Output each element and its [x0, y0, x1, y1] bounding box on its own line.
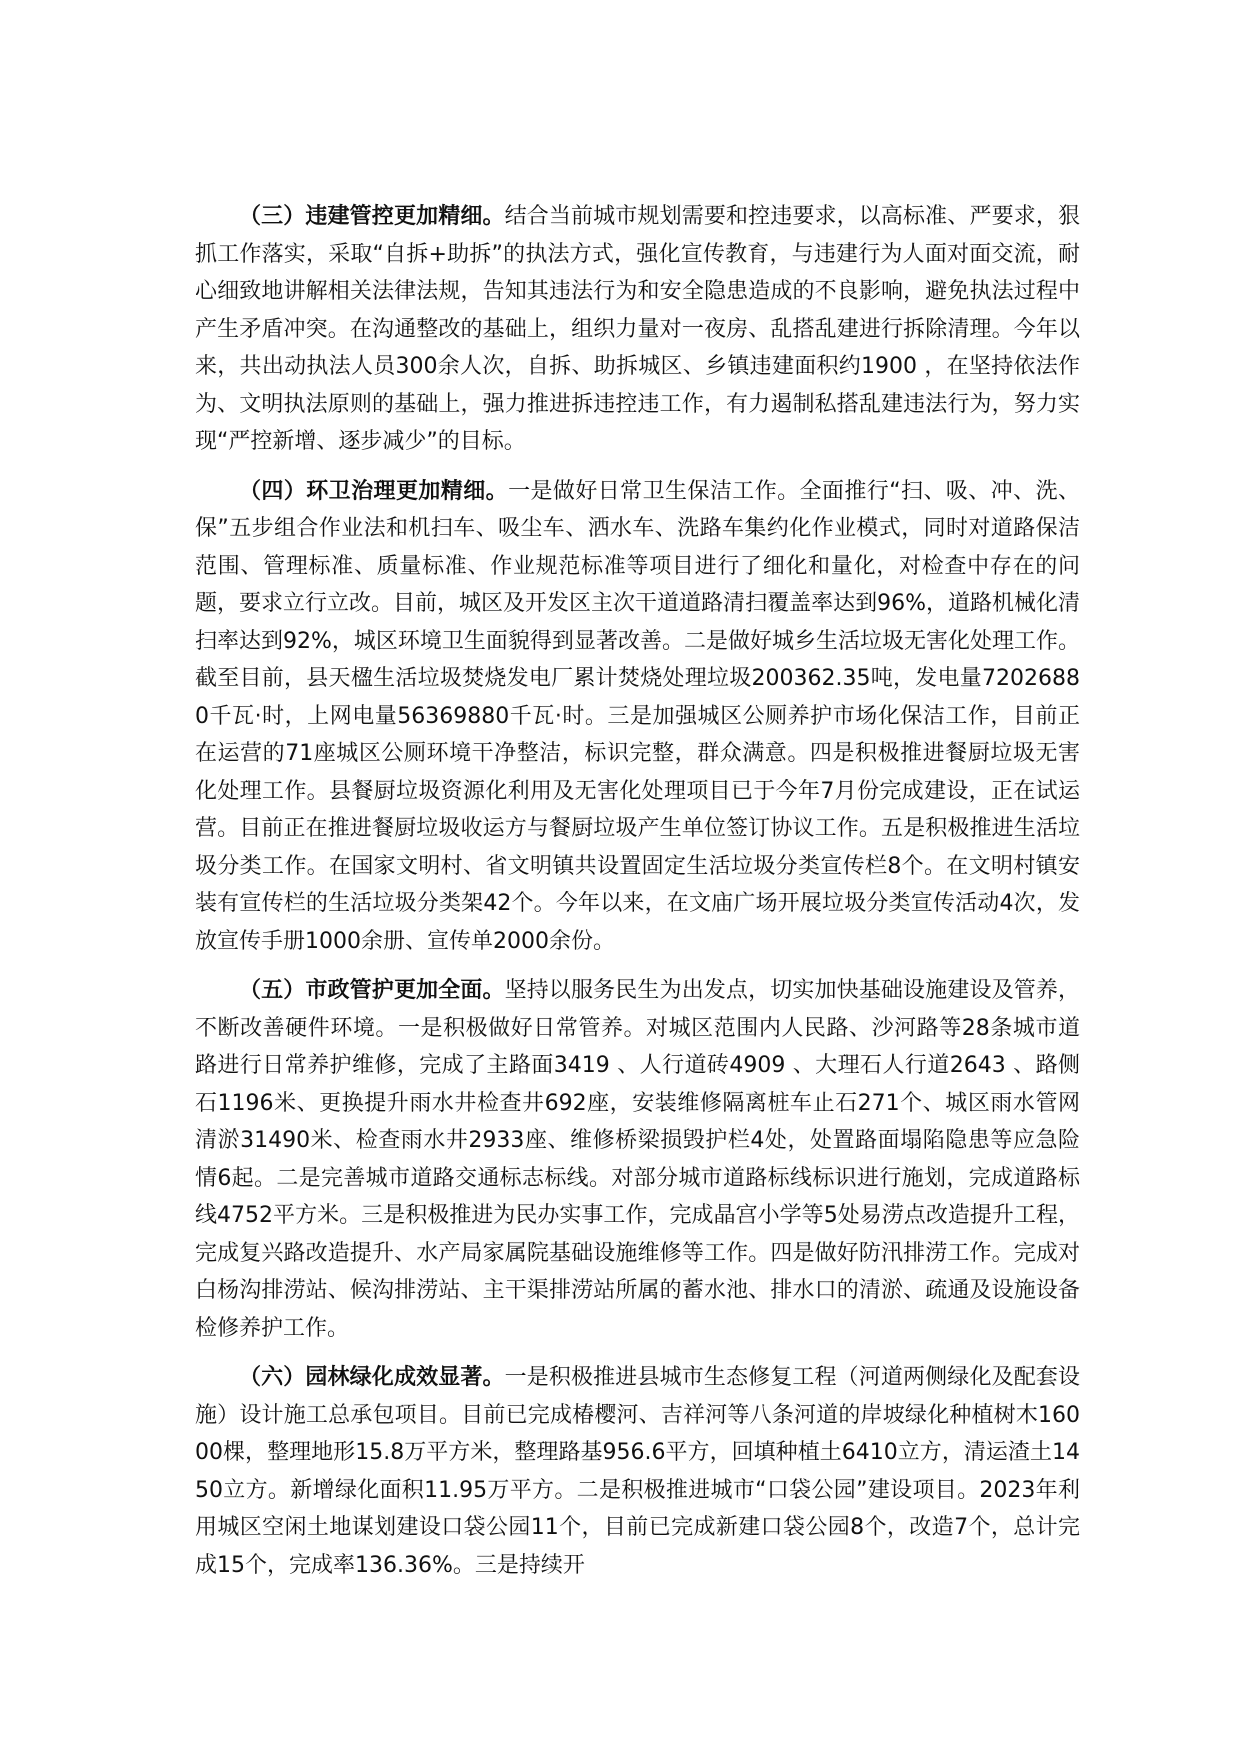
paragraph-municipal-maintenance — [195, 972, 1080, 1347]
section-heading: （四）环卫治理更加精细。 — [239, 478, 509, 504]
paragraph-landscaping-greening — [195, 1359, 1080, 1584]
paragraph-text: 坚持以服务民生为出发点，切实加快基础设施建设及管养，不断改善硬件环境。一是积极做好日常管养。对城区范围内人民路、沙河路等28条城市道路进行日常养护维修，完成了主路面3419 、人行道砖4909 、大理石人行道2643 、路侧石1196米、更换提升雨水井检查井692座，安装维修隔离桩车止石271个、城区雨水管网清淤31490米、检查雨水井2933座、维修桥梁损毁护栏4处，处置路面塌陷隐患等应急险情6起。二是完善城市道路交通标志标线。对部分城市道路标线标识进行施划，完成道路标线4752平方米。三是积极推进为民办实事工作，完成晶宫小学等5处易涝点改造提升工程，完成复兴路改造提升、水产局家属院基础设施维修等工作。四是做好防汛排涝工作。完成对白杨沟排涝站、候沟排涝站、主干渠排涝站所属的蓄水池、排水口的清淤、疏通及设施设备检修养护工作。 — [195, 978, 1080, 1341]
document-body — [195, 198, 1080, 1596]
paragraph-text: 一是积极推进县城市生态修复工程（河道两侧绿化及配套设施）设计施工总承包项目。目前已完成椿樱河、吉祥河等八条河道的岸坡绿化种植树木16000棵，整理地形15.8万平方米，整理路基956.6平方，回填种植土6410立方，清运渣土1450立方。新增绿化面积11.95万平方。二是积极推进城市“口袋公园”建设项目。2023年利用城区空闲土地谋划建设口袋公园11个，目前已完成新建口袋公园8个，改造7个，总计完成15个，完成率136.36%。三是持续开 — [195, 1365, 1080, 1578]
paragraph-illegal-construction-control — [195, 198, 1080, 461]
paragraph-text: 结合当前城市规划需要和控违要求，以高标准、严要求，狠抓工作落实，采取“自拆+助拆”的执法方式，强化宣传教育，与违建行为人面对面交流，耐心细致地讲解相关法律法规，告知其违法行为和安全隐患造成的不良影响，避免执法过程中产生矛盾冲突。在沟通整改的基础上，组织力量对一夜房、乱搭乱建进行拆除清理。今年以来，共出动执法人员300余人次，自拆、助拆城区、乡镇违建面积约1900 ，在坚持依法作为、文明执法原则的基础上，强力推进拆违控违工作，有力遏制私搭乱建违法行为，努力实现“严控新增、逐步减少”的目标。 — [195, 204, 1080, 454]
paragraph-sanitation-governance — [195, 473, 1080, 961]
section-heading: （六）园林绿化成效显著。 — [239, 1365, 505, 1390]
section-heading: （五）市政管护更加全面。 — [239, 978, 505, 1003]
section-heading: （三）违建管控更加精细。 — [239, 204, 505, 229]
paragraph-text: 一是做好日常卫生保洁工作。全面推行“扫、吸、冲、洗、保”五步组合作业法和机扫车、吸尘车、洒水车、洗路车集约化作业模式，同时对道路保洁范围、管理标准、质量标准、作业规范标准等项目进行了细化和量化，对检查中存在的问题，要求立行立改。目前，城区及开发区主次干道道路清扫覆盖率达到96%，道路机械化清扫率达到92%，城区环境卫生面貌得到显著改善。二是做好城乡生活垃圾无害化处理工作。截至目前，县天楹生活垃圾焚烧发电厂累计焚烧处理垃圾200362.35吨，发电量72026880千瓦·时，上网电量56369880千瓦·时。三是加强城区公厕养护市场化保洁工作，目前正在运营的71座城区公厕环境干净整洁，标识完整，群众满意。四是积极推进餐厨垃圾无害化处理工作。县餐厨垃圾资源化利用及无害化处理项目已于今年7月份完成建设，正在试运营。目前正在推进餐厨垃圾收运方与餐厨垃圾产生单位签订协议工作。五是积极推进生活垃圾分类工作。在国家文明村、省文明镇共设置固定生活垃圾分类宣传栏8个。在文明村镇安装有宣传栏的生活垃圾分类架42个。今年以来，在文庙广场开展垃圾分类宣传活动4次，发放宣传手册1000余册、宣传单2000余份。 — [195, 478, 1080, 954]
